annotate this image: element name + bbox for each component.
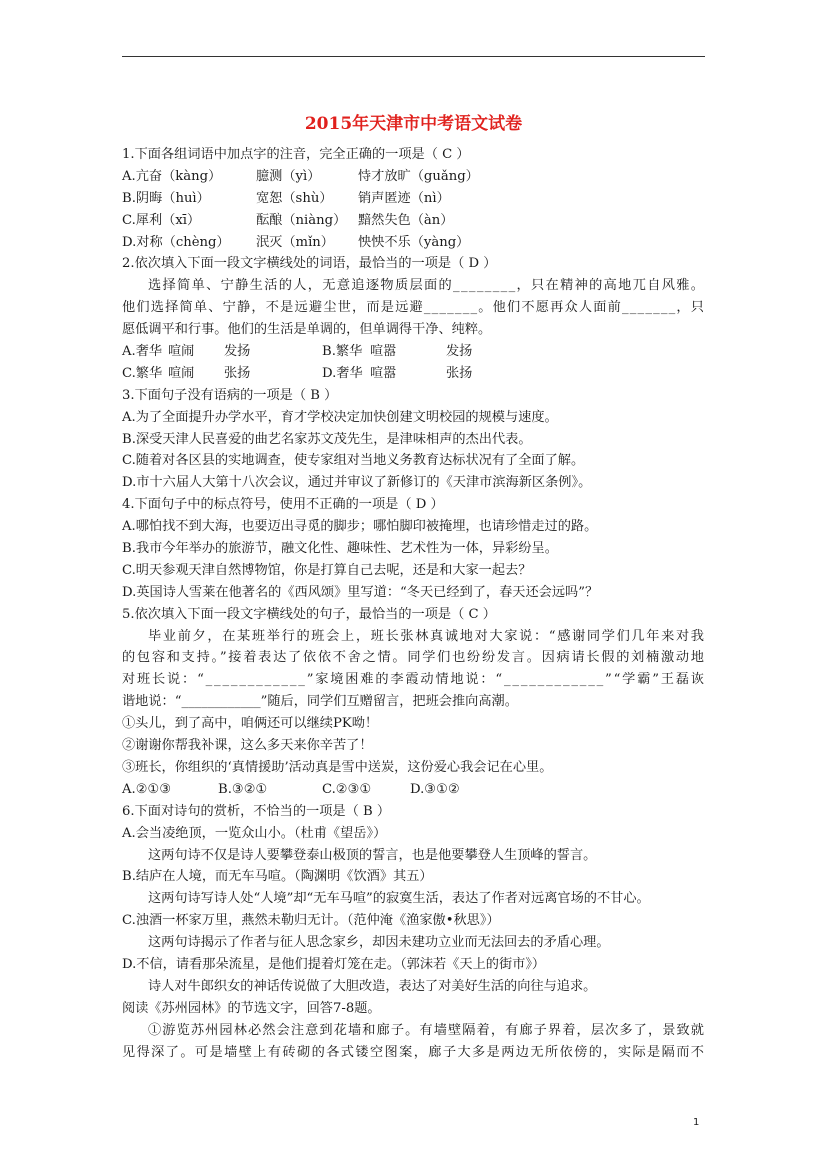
option-cell: 恃才放旷（guǎng）	[358, 168, 479, 184]
text-line: 他们选择简单、宁静，不是远避尘世，而是远避_______。他们不愿再众人面前_______，只	[122, 300, 706, 316]
text-line	[122, 363, 704, 385]
text-line	[122, 232, 704, 254]
text-line	[122, 210, 704, 232]
text-line	[122, 779, 704, 801]
text-line: A.哪怕找不到大海，也要迈出寻觅的脚步；哪怕脚印被掩埋，也请珍惜走过的路。	[122, 519, 598, 535]
text-line: 这两句诗写诗人处“人境”却“无车马喧”的寂寞生活，表达了作者对远离官场的不甘心。	[148, 891, 650, 907]
text-line: 谐地说：“____________”随后，同学们互赠留言，把班会推向高潮。	[122, 694, 518, 710]
option-cell: 怏怏不乐（yàng）	[358, 234, 470, 250]
text-line: 这两句诗揭示了作者与征人思念家乡，却因未建功立业而无法回去的矛盾心理。	[148, 935, 610, 951]
option-cell: 张扬	[446, 365, 473, 381]
option-cell: C.②③①	[322, 781, 372, 797]
option-cell: 酝酿（niàng）	[256, 212, 347, 228]
text-line: ③班长，你组织的‘真情援助’活动真是雪中送炭，这份爱心我会记在心里。	[122, 759, 553, 775]
text-line: 的包容和支持。”接着表达了依依不舍之情。同学们也纷纷发言。因病请长假的刘楠激动地	[122, 650, 706, 666]
option-cell: 黯然失色（àn）	[358, 212, 454, 228]
option-cell: A.亢奋（kàng）	[122, 168, 222, 184]
text-line: C.随着对各区县的实地调查，使专家组对当地义务教育达标状况有了全面了解。	[122, 453, 585, 469]
option-cell: A.②①③	[122, 781, 172, 797]
text-line	[122, 188, 704, 210]
text-line: B.深受天津人民喜爱的曲艺名家苏文茂先生，是津味相声的杰出代表。	[122, 431, 532, 447]
text-line: A.为了全面提升办学水平，育才学校决定加快创建文明校园的规模与速度。	[122, 409, 558, 425]
text-line: D.英国诗人雪莱在他著名的《西风颂》里写道：“冬天已经到了，春天还会远吗”？	[122, 584, 599, 600]
option-cell: 销声匿迹（nì）	[358, 190, 450, 206]
text-line: B.我市今年举办的旅游节，融文化性、趣味性、艺术性为一体，异彩纷呈。	[122, 541, 558, 557]
option-cell: 喧嚣	[370, 344, 397, 360]
option-cell: 喧闹	[168, 365, 195, 381]
text-line: 见得深了。可是墙壁上有砖砌的各式镂空图案，廊子大多是两边无所依傍的，实际是隔而不	[122, 1044, 706, 1060]
page-number: 1	[693, 1117, 700, 1128]
option-cell: 张扬	[224, 365, 251, 381]
option-cell: B.③②①	[218, 781, 268, 797]
text-line: 5.依次填入下面一段文字横线处的句子，最恰当的一项是（ C ）	[122, 606, 496, 622]
text-line	[122, 341, 704, 363]
exam-body	[122, 144, 704, 1063]
text-line: ②谢谢你帮我补课，这么多天来你辛苦了！	[122, 738, 373, 754]
option-cell: C.犀利（xī）	[122, 212, 201, 228]
text-line: D.不信，请看那朵流星，是他们提着灯笼在走。（郭沫若《天上的街市》）	[122, 956, 546, 972]
text-line: C.明天参观天津自然博物馆，你是打算自己去呢，还是和大家一起去？	[122, 562, 532, 578]
option-cell: 喧嚣	[370, 365, 397, 381]
text-line: 选择简单、宁静生活的人，无意追逐物质层面的________，只在精神的高地兀自风雅。	[148, 278, 706, 294]
text-line	[122, 166, 704, 188]
option-cell: B.繁华	[322, 344, 363, 360]
text-line: 3.下面句子没有语病的一项是（ B ）	[122, 387, 338, 403]
option-cell: C.繁华	[122, 365, 163, 381]
text-line: A.会当凌绝顶，一览众山小。（杜甫《望岳》）	[122, 825, 387, 841]
option-cell: D.奢华	[322, 365, 363, 381]
text-line: 愿低调平和行事。他们的生活是单调的，但单调得干净、纯粹。	[122, 322, 492, 338]
option-cell: 宽恕（shù）	[256, 190, 333, 206]
text-line: 对班长说：“____________”家境困难的李霞动情地说：“____________”“学霸”王磊诙	[122, 672, 706, 688]
text-line: B.结庐在人境，而无车马喧。（陶渊明《饮酒》其五）	[122, 869, 433, 885]
option-cell: 臆测（yì）	[256, 168, 321, 184]
option-cell: D.③①②	[410, 781, 460, 797]
text-line: 诗人对牛郎织女的神话传说做了大胆改造，表达了对美好生活的向往与追求。	[148, 978, 597, 994]
text-line: 毕业前夕，在某班举行的班会上，班长张林真诚地对大家说：“感谢同学们几年来对我	[148, 628, 706, 644]
option-cell: 发扬	[446, 344, 473, 360]
text-line: 阅读《苏州园林》的节选文字，回答7-8题。	[122, 1000, 381, 1016]
text-line: 这两句诗不仅是诗人要攀登泰山极顶的誓言，也是他要攀登人生顶峰的誓言。	[148, 847, 597, 863]
option-cell: 喧闹	[168, 344, 195, 360]
text-line: C.浊酒一杯家万里，燕然未勒归无计。（范仲淹《渔家傲•秋思》）	[122, 913, 500, 929]
text-line: D.市十六届人大第十八次会议，通过并审议了新修订的《天津市滨海新区条例》。	[122, 475, 592, 491]
option-cell: 泯灭（mǐn）	[256, 234, 334, 250]
text-line: 1.下面各组词语中加点字的注音，完全正确的一项是（ C ）	[122, 147, 470, 162]
page-title: 2015年天津市中考语文试卷	[304, 114, 523, 134]
text-line: ①头儿，到了高中，咱俩还可以继续PK呦！	[122, 716, 379, 732]
text-line: 2.依次填入下面一段文字横线处的词语，最恰当的一项是（ D ）	[122, 256, 497, 272]
option-cell: B.阴晦（huì）	[122, 190, 210, 206]
text-line: 4.下面句子中的标点符号，使用不正确的一项是（ D ）	[122, 497, 444, 513]
option-cell: D.对称（chèng）	[122, 234, 230, 250]
option-cell: 发扬	[224, 344, 251, 360]
header-rule	[122, 56, 705, 57]
text-line: ①游览苏州园林必然会注意到花墙和廊子。有墙壁隔着，有廊子界着，层次多了，景致就	[148, 1022, 706, 1038]
text-line: 6.下面对诗句的赏析，不恰当的一项是（ B ）	[122, 803, 391, 819]
option-cell: A.奢华	[122, 344, 163, 360]
